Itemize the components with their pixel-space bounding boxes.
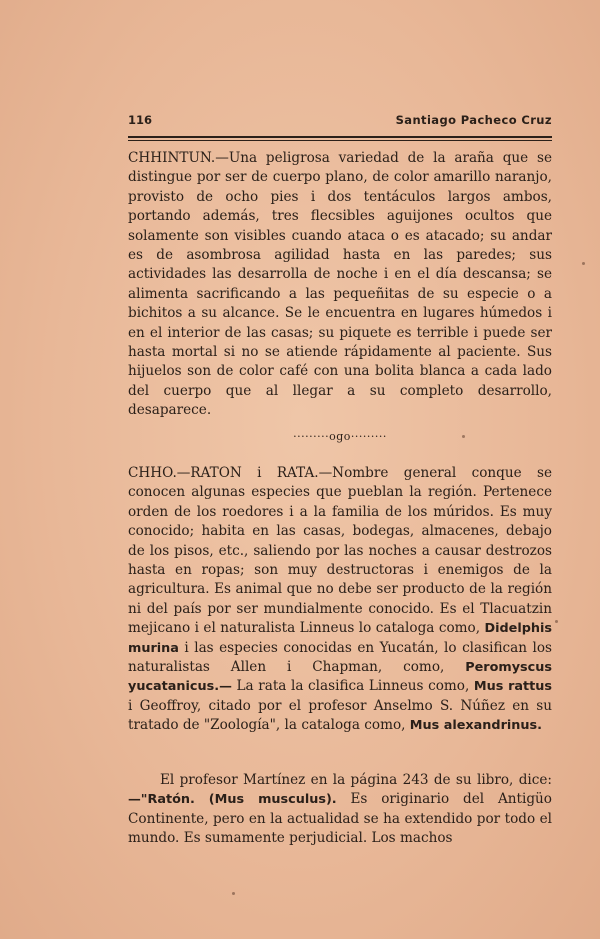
entry-martinez-text-2: Es originario del Antigüo Continente, pero en la actualidad se ha extendido por todo el mundo. Es sumamente perjudicial. Los machos xyxy=(128,791,552,847)
entry-chho xyxy=(128,464,552,736)
species-didelphis-murina: Didelphis murina xyxy=(128,621,552,656)
entry-martinez-text-1: El profesor Martínez en la página 243 de su libro, dice: xyxy=(160,772,552,788)
species-mus-rattus: Mus rattus xyxy=(473,679,552,695)
paper-speck xyxy=(555,620,558,623)
entry-martinez-quote xyxy=(128,771,552,849)
entry-chho-text-4: i Geoffroy, citado por el profesor Anselmo S. Núñez en su tratado de "Zoología", la cataloga como, xyxy=(128,697,552,734)
species-mus-alexandrinus: Mus alexandrinus. xyxy=(409,718,542,734)
page-number: 116 xyxy=(128,113,153,127)
entry-chho-text-2: i las especies conocidas en Yucatán, lo clasifican los naturalistas Allen i Chapman, como, xyxy=(128,639,552,676)
entry-chho-text-3: La rata la clasifica Linneus como, xyxy=(231,678,474,695)
entry-chho-text-1: CHHO.—RATON i RATA.—Nombre general conque se conocen algunas especies que pueblan la región. Pertenece orden de los roedores i a la familia de los múridos. Es muy conocido; habita en las casas, bodegas, almacenes, debajo de los pisos, etc., saliendo por las noches a causar destrozos hasta en ropas; son muy destructoras i enemigos de la agricultura. Es animal que no debe ser producto de la región ni del país por ser mundialmente conocido. Es el Tlacuatzin mejicano i el naturalista Linneus lo cataloga como, xyxy=(128,465,552,637)
section-separator: ·········ogo········· xyxy=(293,430,387,443)
entry-chhintun: CHHINTUN.—Una peligrosa variedad de la araña que se distingue por ser de cuerpo plano, de color amarillo naranjo, provisto de ocho pies i dos tentáculos largos ambos, portando además, tres flecsibles aguijones ocultos que solamente son visibles cuando ataca o es atacado; su andar es de asombrosa agilidad hasta en las paredes; sus actividades las desarrolla de noche i en el día descansa; se alimenta sacrificando a las pequeñitas de su especie o a bichitos a su alcance. Se le encuentra en lugares húmedos i en el interior de las casas; su piquete es terrible i puede ser hasta mortal si no se atiende rápidamente al paciente. Sus hijuelos son de color café con una bolita blanca a cada lado del cuerpo que al llegar a su completo desarrollo, desaparece. xyxy=(128,150,552,419)
page-header xyxy=(128,113,552,133)
paper-speck xyxy=(582,262,585,265)
running-head: Santiago Pacheco Cruz xyxy=(395,113,552,127)
paper-speck xyxy=(232,892,235,895)
species-mus-musculus: —"Ratón. (Mus musculus). xyxy=(128,792,337,808)
header-rule xyxy=(128,136,552,138)
header-rule-thin xyxy=(128,140,552,141)
species-peromyscus-yucatanicus: Peromyscus yucatanicus.— xyxy=(128,660,552,695)
paper-speck xyxy=(462,435,465,438)
